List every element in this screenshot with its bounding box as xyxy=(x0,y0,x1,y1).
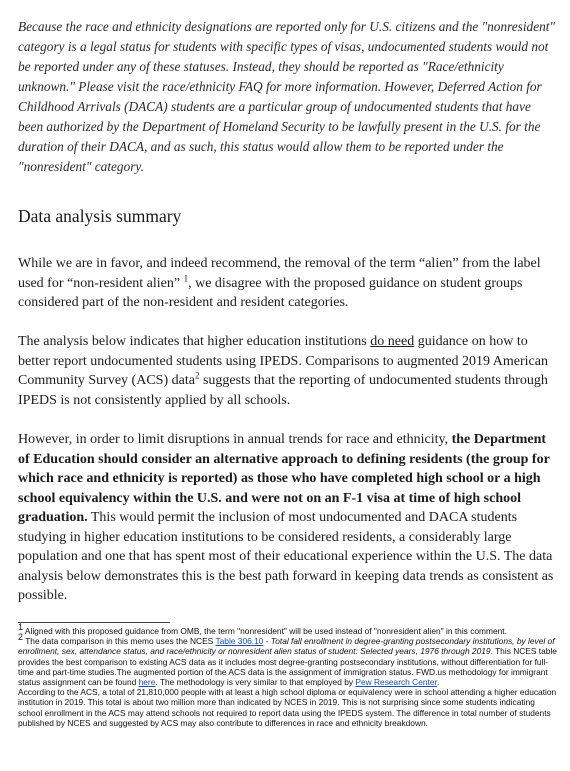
footnote-2-text-b: - xyxy=(263,636,271,647)
footnote-2-text-d: . The methodology is very similar to that employed by xyxy=(155,677,356,688)
footnotes xyxy=(18,622,558,728)
pew-research-link[interactable]: Pew Research Center xyxy=(355,677,437,688)
footnote-3: According to the ACS, a total of 21,810,000 people with at least a high school diploma or equivalency were in school attending a higher education institution in 2019. This total is about two million more than indicated by NCES in 2019. This is not surprising since some students indicating school enrollment in the ACS may attend schools not required to report data using the IPEDS system. The difference in total number of students published by NCES and suggested by ACS may also contribute to differences in race and ethnicity breakdown. xyxy=(18,687,557,728)
section-heading: Data analysis summary xyxy=(18,206,182,226)
footnote-ref-1[interactable]: 1 xyxy=(183,272,189,283)
p3-bold-recommendation: the Department of Education should consider an alternative approach to defining residents (the group for which race and ethnicity is reported) as those who have completed high school or a high school equivalency within the U.S. and were not on an F-1 visa at time of high school graduation. xyxy=(18,432,550,525)
footnote-2-text-c: . This NCES table provides the best comparison to existing ACS data as it includes most degree-granting postsecondary institutions, without differentiation for full-time and part-time studies.The augmented portion of the ACS data is the assignment of immigration status. FWD.us methodology for immigrant status assignment can be found xyxy=(18,646,557,688)
footnote-ref-2[interactable]: 2 xyxy=(194,370,200,381)
do-need-underline: do need xyxy=(370,334,415,349)
table-306-link[interactable]: Table 306.10 xyxy=(215,636,264,647)
footnote-1 xyxy=(18,622,558,636)
footnote-2 xyxy=(18,632,558,688)
p2-text-a: The analysis below indicates that higher education institutions xyxy=(18,334,371,349)
footnote-1-text: Aligned with this proposed guidance from OMB, the term "nonresident" will be used instead of "nonresident alien" in this comment. xyxy=(23,626,507,636)
p1-text-end: , we disagree with the proposed guidance on student groups considered part of the non-resident and resident categories. xyxy=(18,275,523,310)
p3-text-a: However, in order to limit disruptions in annual trends for race and ethnicity, xyxy=(18,432,452,447)
footnote-mark-1: 1 xyxy=(18,622,24,633)
p2-text-b: guidance on how to better report undocumented students using IPEDS. Comparisons to augmented 2019 American Community Survey (ACS) data xyxy=(18,334,548,388)
p3-text-b: This would permit the inclusion of most undocumented and DACA students studying in higher education institutions to be considered residents, a considerably large population and one that has spent most of their educational experience within the U.S. The data analysis below demonstrates this is the best path forward in keeping data trends as consistent as possible. xyxy=(18,510,554,603)
footnote-divider xyxy=(18,622,170,623)
footnote-mark-2: 2 xyxy=(18,632,24,643)
footnote-2-table-title: Total fall enrollment in degree-granting postsecondary institutions, by level of enrollment, sex, attendance status, and race/ethnicity or nonresident alien status of student: Selected years, 1976 through 2019 xyxy=(18,636,555,657)
paragraph-recommendation xyxy=(18,430,556,606)
p2-text-c: suggests that the reporting of undocumented students through IPEDS is not consistently applied by all schools. xyxy=(18,373,548,408)
paragraph-analysis xyxy=(18,332,556,410)
intro-paragraph: Because the race and ethnicity designations are reported only for U.S. citizens and the "nonresident" category is a legal status for students with specific types of visas, undocumented students would not be reported under any of these statuses. Instead, they should be reported as "Race/ethnicity unknown." Please visit the race/ethnicity FAQ for more information. However, Deferred Action for Childhood Arrivals (DACA) students are a particular group of undocumented students that have been authorized by the Department of Homeland Security to be lawfully present in the U.S. for the duration of their DACA, and as such, this status would allow them to be reported under the "nonresident" category. xyxy=(18,19,556,175)
footnote-2-text-e: . xyxy=(436,677,440,688)
p1-text: While we are in favor, and indeed recommend, the removal of the term “alien” from the label used for “non-resident alien” xyxy=(18,256,541,291)
paragraph-alien-term xyxy=(18,254,556,313)
footnote-2-text-a: The data comparison in this memo uses the NCES xyxy=(23,636,216,647)
methodology-here-link[interactable]: here xyxy=(138,677,156,688)
